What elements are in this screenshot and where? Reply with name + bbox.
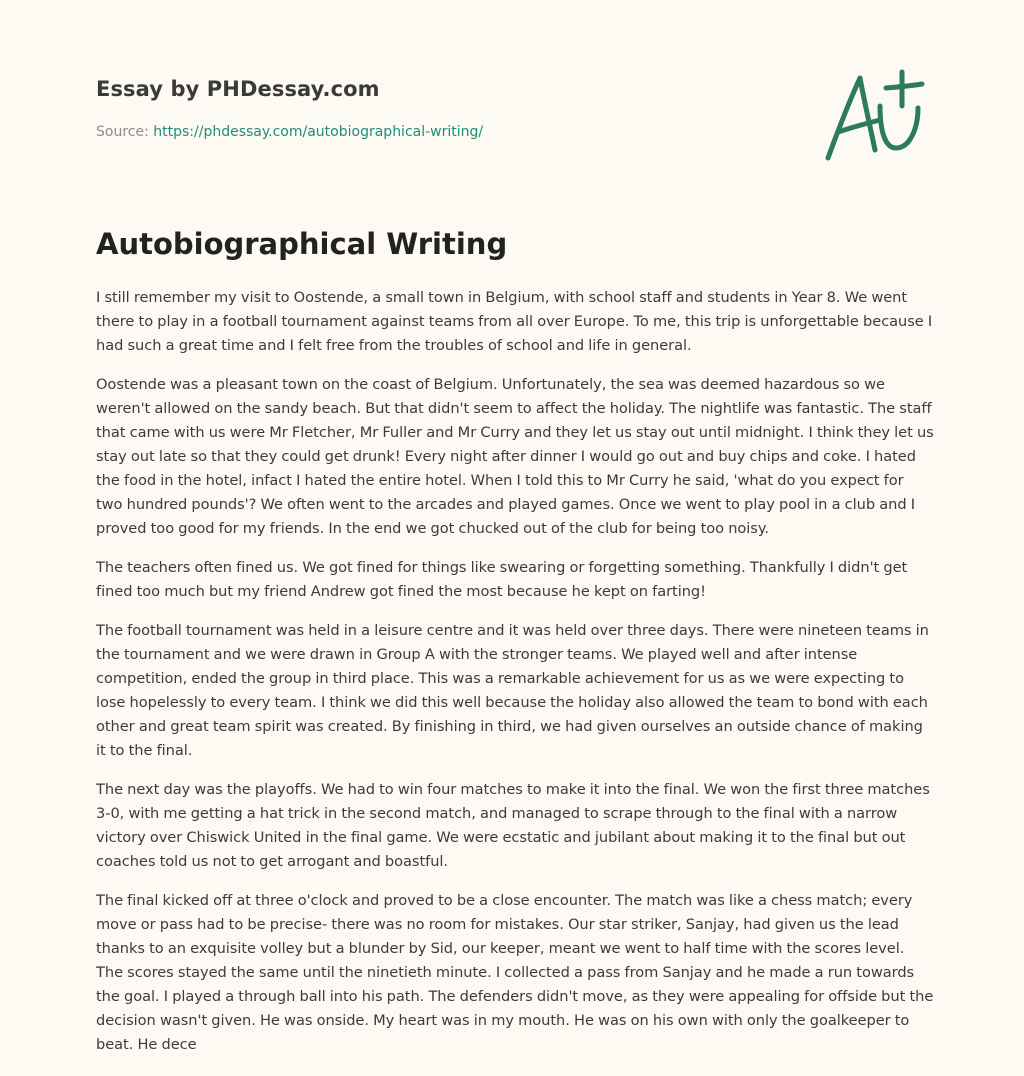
essay-body	[96, 286, 934, 1072]
source-line	[96, 122, 856, 142]
essay-title: Autobiographical Writing	[96, 227, 508, 261]
essay-paragraph: Oostende was a pleasant town on the coast of Belgium. Unfortunately, the sea was deemed hazardous so we weren't allowed on the sandy beach. But that didn't seem to affect the holiday. The nightlife was fantastic. The staff that came with us were Mr Fletcher, Mr Fuller and Mr Curry and they let us stay out until midnight. I think they let us stay out late so that they could get drunk! Every night after dinner I would go out and buy chips and coke. I hated the food in the hotel, infact I hated the entire hotel. When I told this to Mr Curry he said, 'what do you expect for two hundred pounds'? We often went to the arcades and played games. Once we went to play pool in a club and I proved too good for my friends. In the end we got chucked out of the club for being too noisy.	[96, 376, 934, 537]
essay-paragraph: The final kicked off at three o'clock and proved to be a close encounter. The match was like a chess match; every move or pass had to be precise- there was no room for mistakes. Our star striker, Sanjay, had given us the lead thanks to an exquisite volley but a blunder by Sid, our keeper, meant we went to half time with the scores level. The scores stayed the same until the ninetieth minute. I collected a pass from Sanjay and he made a run towards the goal. I played a through ball into his path. The defenders didn't move, as they were appealing for offside but the decision wasn't given. He was onside. My heart was in my mouth. He was on his own with only the goalkeeper to beat. He dece	[96, 892, 934, 1053]
page-header	[96, 74, 856, 142]
source-link[interactable]: https://phdessay.com/autobiographical-writing/	[153, 124, 484, 140]
essay-paragraph: I still remember my visit to Oostende, a small town in Belgium, with school staff and students in Year 8. We went there to play in a football tournament against teams from all over Europe. To me, this trip is unforgettable because I had such a great time and I felt free from the troubles of school and life in general.	[96, 289, 933, 354]
essay-paragraph: The football tournament was held in a leisure centre and it was held over three days. There were nineteen teams in the tournament and we were drawn in Group A with the stronger teams. We played well and after intense competition, ended the group in third place. This was a remarkable achievement for us as we were expecting to lose hopelessly to every team. I think we did this well because the holiday also allowed the team to bond with each other and great team spirit was created. By finishing in third, we had given ourselves an outside chance of making it to the final.	[96, 622, 929, 759]
essay-paragraph: The teachers often fined us. We got fined for things like swearing or forgetting something. Thankfully I didn't get fined too much but my friend Andrew got fined the most because he kept on farting!	[96, 559, 908, 600]
source-label: Source:	[96, 124, 154, 140]
essay-paragraph: The next day was the playoffs. We had to win four matches to make it into the final. We won the first three matches 3-0, with me getting a hat trick in the second match, and managed to scrape through to the final with a narrow victory over Chiswick United in the final game. We were ecstatic and jubilant about making it to the final but out coaches told us not to get arrogant and boastful.	[96, 781, 930, 870]
a-plus-logo-icon	[820, 66, 930, 166]
site-brand: Essay by PHDessay.com	[96, 77, 380, 101]
